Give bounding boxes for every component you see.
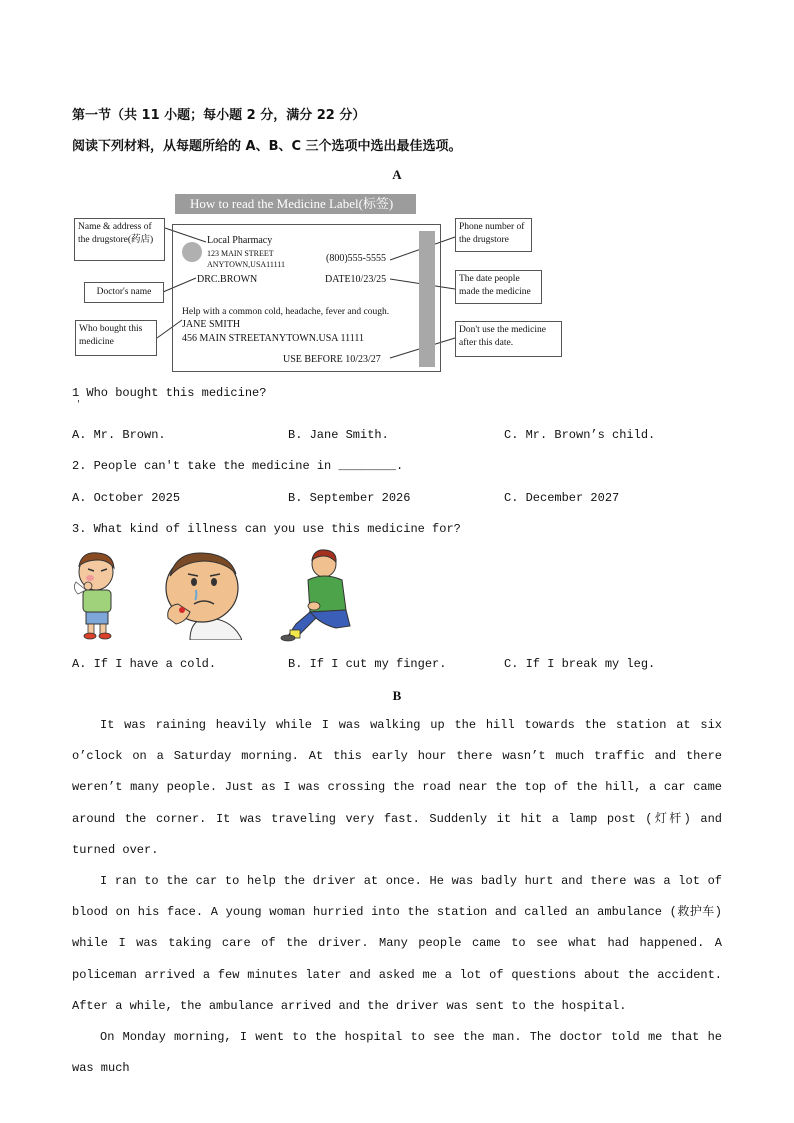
broken-leg-illustration bbox=[280, 548, 354, 642]
pharmacy-logo-icon bbox=[182, 242, 202, 262]
patient-address: 456 MAIN STREETANYTOWN.USA 11111 bbox=[182, 333, 364, 344]
cut-finger-illustration bbox=[160, 548, 242, 640]
question-1-option-c: C. Mr. Brown’s child. bbox=[504, 428, 656, 442]
made-date: DATE10/23/25 bbox=[325, 274, 387, 285]
section-title: 第一节（共 11 小题；每小题 2 分，满分 22 分） bbox=[72, 108, 366, 123]
usage-text: Help with a common cold, headache, fever and cough. bbox=[182, 307, 390, 317]
use-before-date: USE BEFORE 10/23/27 bbox=[283, 354, 381, 365]
part-a-label: A bbox=[392, 167, 402, 182]
instruction: 阅读下列材料，从每题所给的 A、B、C 三个选项中选出最佳选项。 bbox=[72, 139, 462, 154]
passage-paragraph-1: It was raining heavily while I was walking up the hill towards the station at six o’clock on a Saturday morning. At this early hour there wasn’t much traffic and there weren’t many people. Just as I was crossing the road near the top of the hill, a car came around the corner. It was traveling very fast. Suddenly it hit a lamp post (灯杆) and turned over. bbox=[72, 718, 722, 857]
callout-doctor: Doctor's name bbox=[84, 282, 164, 303]
question-1-option-a: A. Mr. Brown. bbox=[72, 428, 166, 442]
passage-b bbox=[72, 710, 722, 1084]
question-3-option-a: A. If I have a cold. bbox=[72, 657, 217, 671]
passage-paragraph-3: On Monday morning, I went to the hospital to see the man. The doctor told me that he was much bbox=[72, 1030, 722, 1076]
pharmacy-name: Local Pharmacy bbox=[207, 235, 273, 246]
callout-expiry: Don't use the medicine after this date. bbox=[455, 321, 562, 357]
callout-date-made: The date people made the medicine bbox=[455, 270, 542, 304]
question-3-option-c: C. If I break my leg. bbox=[504, 657, 656, 671]
passage-paragraph-2: I ran to the car to help the driver at once. He was badly hurt and there was a lot of blood on his face. A young woman hurried into the station and called an ambulance (救护车) while I was taking care of the driver. Many people came to see what had happened. A policeman arrived a few minutes later and asked me a lot of questions about the accident. After a while, the ambulance arrived and the driver was sent to the hospital. bbox=[72, 874, 722, 1013]
question-2-option-b: B. September 2026 bbox=[288, 491, 411, 505]
label-title: How to read the Medicine Label(标签) bbox=[175, 194, 416, 214]
question-3-option-b: B. If I cut my finger. bbox=[288, 657, 447, 671]
pharmacy-city: ANYTOWN,USA11111 bbox=[207, 260, 285, 269]
doctor-name: DRC.BROWN bbox=[197, 274, 258, 285]
question-2-option-c: C. December 2027 bbox=[504, 491, 620, 505]
pharmacy-phone: (800)555-5555 bbox=[326, 253, 386, 264]
question-1-option-b: B. Jane Smith. bbox=[288, 428, 389, 442]
callout-phone: Phone number of the drugstore bbox=[455, 218, 532, 252]
part-b-label: B bbox=[392, 688, 402, 703]
question-1-stem: 1 Who bought this medicine? bbox=[72, 386, 267, 400]
cold-boy-illustration bbox=[68, 548, 128, 640]
pharmacy-street: 123 MAIN STREET bbox=[207, 249, 274, 258]
callout-drugstore: Name & address of the drugstore(药店) bbox=[74, 218, 165, 261]
question-2-stem: 2. People can't take the medicine in ________. bbox=[72, 459, 404, 473]
patient-name: JANE SMITH bbox=[182, 319, 241, 330]
callout-buyer: Who bought this medicine bbox=[75, 320, 157, 356]
stray-mark: ' bbox=[76, 400, 81, 409]
question-3-stem: 3. What kind of illness can you use this medicine for? bbox=[72, 522, 461, 536]
question-2-option-a: A. October 2025 bbox=[72, 491, 181, 505]
label-side-bar bbox=[419, 231, 435, 367]
